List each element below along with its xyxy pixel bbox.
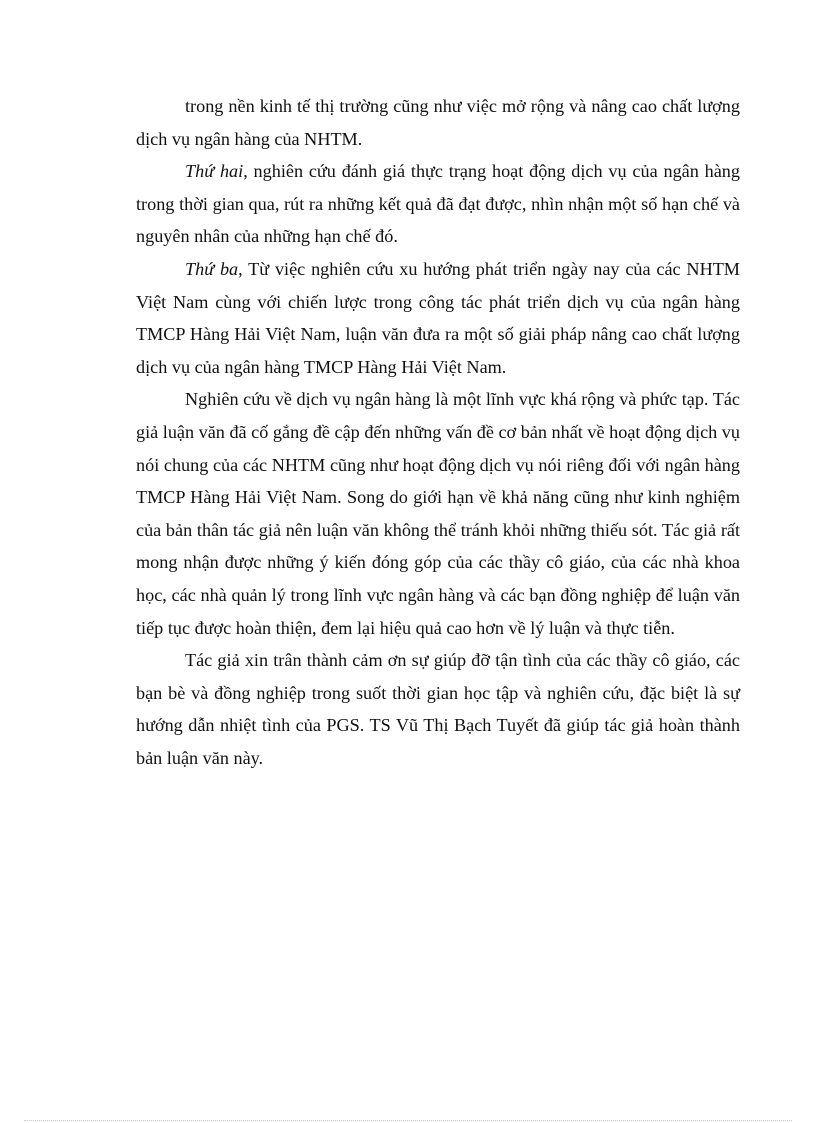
paragraph-lead: Thứ ba [185, 258, 239, 279]
paragraph-text: , Từ việc nghiên cứu xu hướng phát triển ngày nay của các NHTM Việt Nam cùng với chiến lược trong công tác phát triển dịch vụ của ngân hàng TMCP Hàng Hải Việt Nam, luận văn đưa ra một số giải pháp nâng cao chất lượng dịch vụ của ngân hàng TMCP Hàng Hải Việt Nam. [136, 258, 740, 377]
document-body [136, 90, 740, 774]
paragraph-third-point [136, 253, 740, 383]
paragraph-text: Tác giả xin trân thành cảm ơn sự giúp đỡ tận tình của các thầy cô giáo, các bạn bè và đồng nghiệp trong suốt thời gian học tập và nghiên cứu, đặc biệt là sự hướng dẫn nhiệt tình của PGS. TS Vũ Thị Bạch Tuyết đã giúp tác giả hoàn thành bản luận văn này. [136, 650, 740, 768]
paragraph-second-point [136, 155, 740, 253]
paragraph-continuation [136, 90, 740, 155]
page-bottom-divider [24, 1120, 792, 1121]
paragraph-limitations [136, 383, 740, 644]
paragraph-text: trong nền kinh tế thị trường cũng như việc mở rộng và nâng cao chất lượng dịch vụ ngân hàng của NHTM. [136, 96, 740, 149]
paragraph-text: Nghiên cứu về dịch vụ ngân hàng là một lĩnh vực khá rộng và phức tạp. Tác giả luận văn đã cố gắng đề cập đến những vấn đề cơ bản nhất về hoạt động dịch vụ nói chung của các NHTM cũng như hoạt động dịch vụ nói riêng đối với ngân hàng TMCP Hàng Hải Việt Nam. Song do giới hạn về khả năng cũng như kinh nghiệm của bản thân tác giả nên luận văn không thể tránh khỏi những thiếu sót. Tác giả rất mong nhận được những ý kiến đóng góp của các thầy cô giáo, của các nhà khoa học, các nhà quản lý trong lĩnh vực ngân hàng và các bạn đồng nghiệp để luận văn tiếp tục được hoàn thiện, đem lại hiệu quả cao hơn về lý luận và thực tiễn. [136, 389, 740, 638]
paragraph-text: , nghiên cứu đánh giá thực trạng hoạt động dịch vụ của ngân hàng trong thời gian qua, rút ra những kết quả đã đạt được, nhìn nhận một số hạn chế và nguyên nhân của những hạn chế đó. [136, 161, 740, 247]
paragraph-acknowledgement [136, 644, 740, 774]
paragraph-lead: Thứ hai [185, 161, 244, 182]
